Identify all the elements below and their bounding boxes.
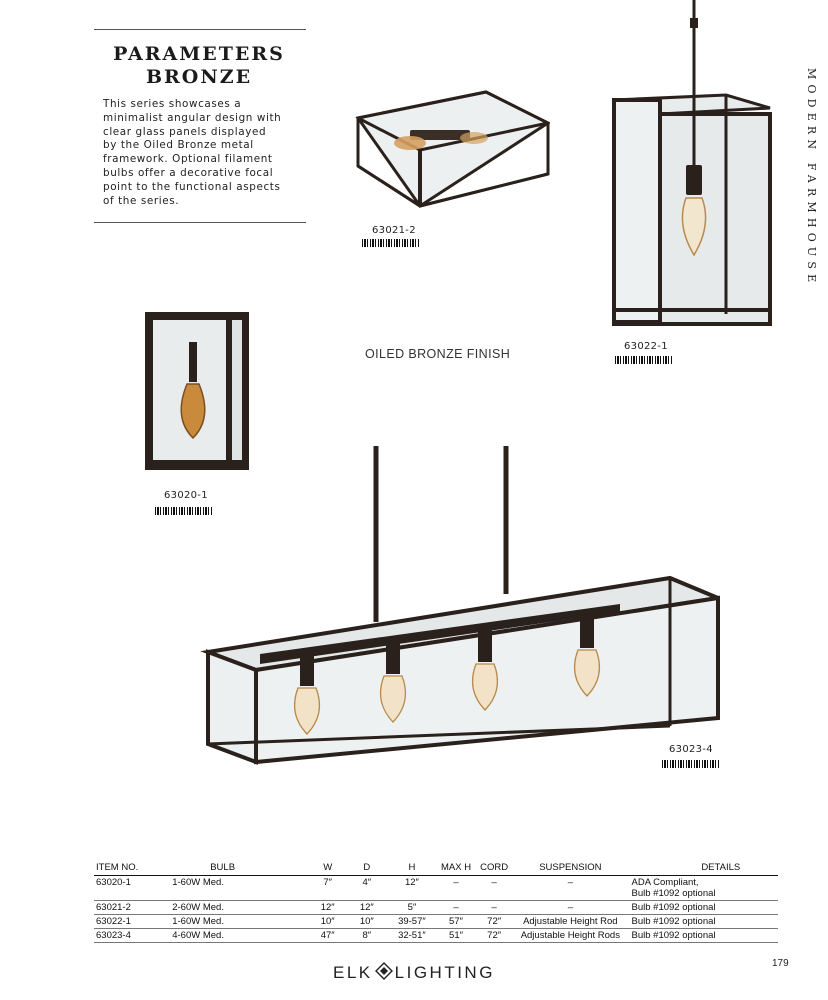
cell-h: 12″ — [389, 876, 435, 901]
cell-item-no: 63023-4 — [94, 929, 170, 943]
cell-item-no: 63021-2 — [94, 901, 170, 915]
cell-item-no: 63022-1 — [94, 915, 170, 929]
logo-diamond-icon — [375, 962, 393, 980]
cell-w: 12″ — [311, 901, 345, 915]
cell-bulb: 1-60W Med. — [170, 915, 310, 929]
barcode-63021-2 — [362, 239, 420, 247]
cell-suspension: Adjustable Height Rods — [511, 929, 629, 943]
barcode-63023-4 — [662, 760, 720, 768]
cell-suspension: – — [511, 901, 629, 915]
cell-w: 47″ — [311, 929, 345, 943]
barcode-63022-1 — [615, 356, 673, 364]
flush-mount-image — [354, 78, 550, 210]
sku-63020-1: 63020-1 — [164, 490, 208, 501]
cell-item-no: 63020-1 — [94, 876, 170, 901]
cell-max-h: – — [435, 901, 477, 915]
col-d: D — [345, 861, 389, 876]
table-row — [94, 929, 778, 943]
cell-h: 39-57″ — [389, 915, 435, 929]
table-row — [94, 876, 778, 901]
side-category-label: MODERN FARMHOUSE — [805, 68, 818, 288]
series-title-line1: PARAMETERS — [113, 43, 285, 65]
col-item-no: ITEM NO. — [94, 861, 170, 876]
cell-max-h: – — [435, 876, 477, 901]
cell-d: 12″ — [345, 901, 389, 915]
cell-h: 32-51″ — [389, 929, 435, 943]
cell-max-h: 57″ — [435, 915, 477, 929]
col-max-h: MAX H — [435, 861, 477, 876]
sku-63022-1: 63022-1 — [624, 341, 668, 352]
cell-h: 5″ — [389, 901, 435, 915]
col-h: H — [389, 861, 435, 876]
logo-text-right: LIGHTING — [394, 963, 495, 982]
cell-bulb: 2-60W Med. — [170, 901, 310, 915]
col-w: W — [311, 861, 345, 876]
cell-d: 10″ — [345, 915, 389, 929]
header-bottom-rule — [94, 222, 306, 223]
cell-details: Bulb #1092 optional — [630, 901, 778, 915]
cell-w: 7″ — [311, 876, 345, 901]
cell-details: ADA Compliant, Bulb #1092 optional — [630, 876, 778, 901]
cell-w: 10″ — [311, 915, 345, 929]
sku-63021-2: 63021-2 — [372, 225, 416, 236]
page-number: 179 — [772, 958, 789, 969]
header-top-rule — [94, 29, 306, 30]
cell-cord: – — [477, 901, 511, 915]
cell-suspension: – — [511, 876, 629, 901]
sku-63023-4: 63023-4 — [669, 744, 713, 755]
col-details: DETAILS — [630, 861, 778, 876]
linear-chandelier-image — [200, 444, 720, 766]
brand-logo — [333, 962, 495, 983]
logo-text-left: ELK — [333, 963, 373, 982]
col-bulb: BULB — [170, 861, 310, 876]
finish-label: OILED BRONZE FINISH — [365, 347, 511, 361]
cell-d: 4″ — [345, 876, 389, 901]
col-suspension: SUSPENSION — [511, 861, 629, 876]
cell-bulb: 4-60W Med. — [170, 929, 310, 943]
pendant-image — [608, 0, 778, 330]
spec-table — [94, 861, 778, 943]
table-row — [94, 901, 778, 915]
table-row — [94, 915, 778, 929]
cell-bulb: 1-60W Med. — [170, 876, 310, 901]
table-header-row — [94, 861, 778, 876]
cell-cord: – — [477, 876, 511, 901]
cell-details: Bulb #1092 optional — [630, 929, 778, 943]
cell-cord: 72″ — [477, 929, 511, 943]
col-cord: CORD — [477, 861, 511, 876]
cell-cord: 72″ — [477, 915, 511, 929]
cell-suspension: Adjustable Height Rod — [511, 915, 629, 929]
cell-max-h: 51″ — [435, 929, 477, 943]
series-description: This series showcases a minimalist angular design with clear glass panels displayed by the Oiled Bronze metal framework. Optional filament bulbs offer a decorative focal point to the functional aspects of the series. — [103, 98, 282, 207]
series-title-line2: BRONZE — [145, 66, 253, 88]
cell-d: 8″ — [345, 929, 389, 943]
cell-details: Bulb #1092 optional — [630, 915, 778, 929]
